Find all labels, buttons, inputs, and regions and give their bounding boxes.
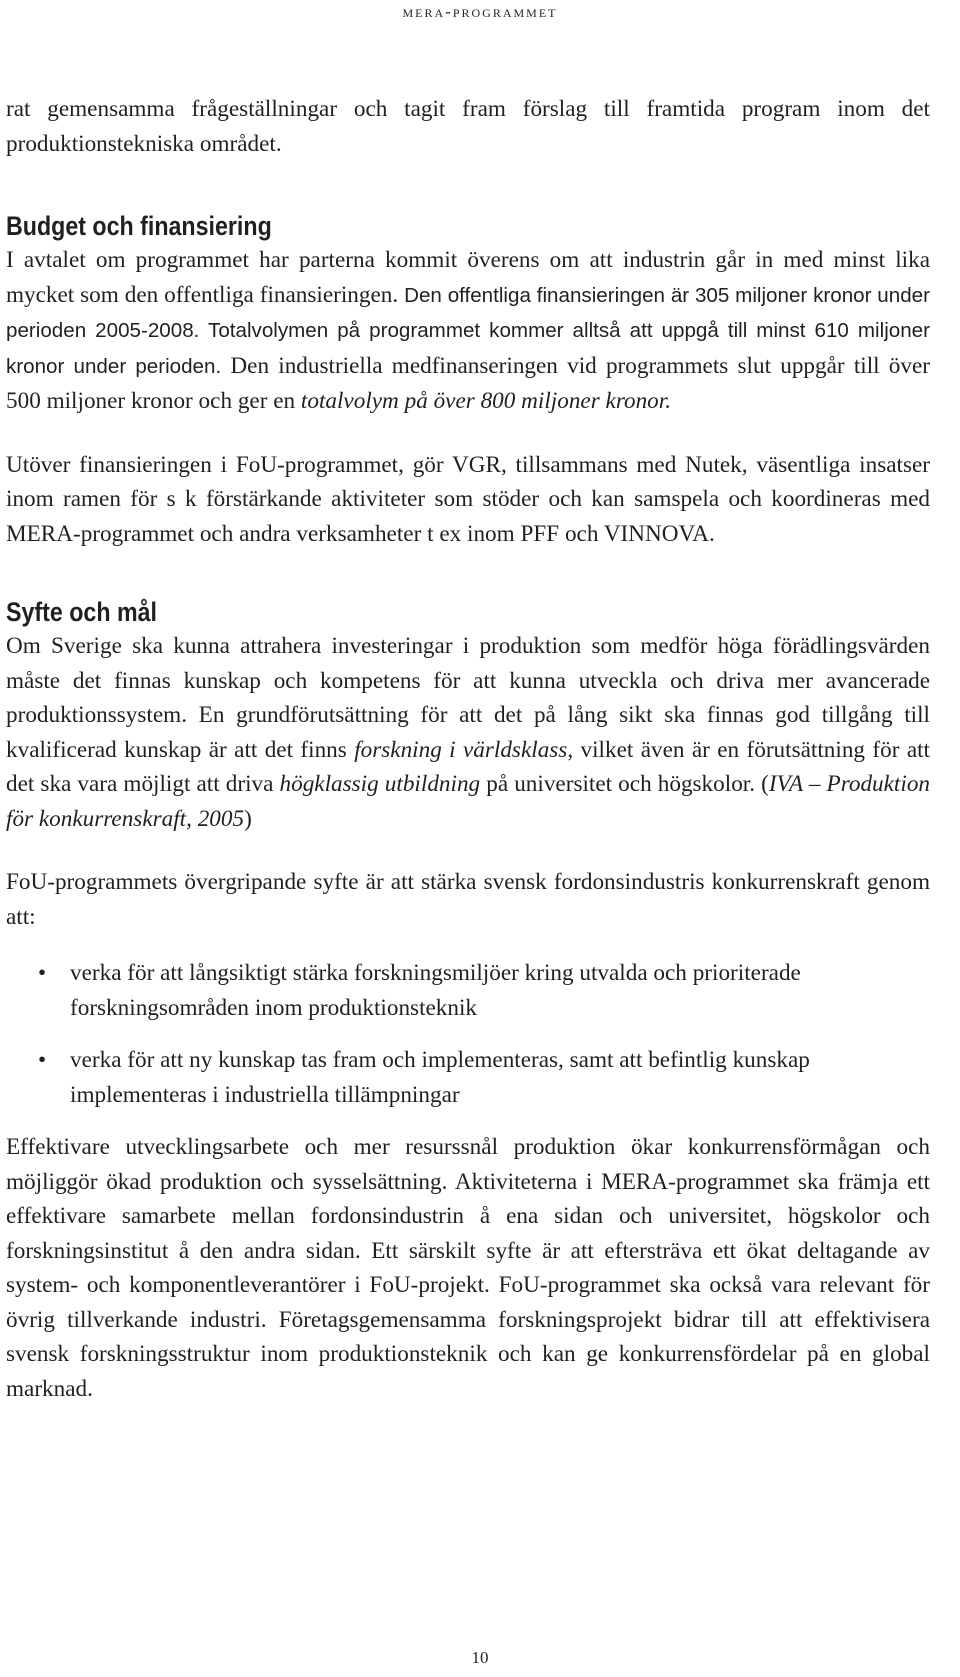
list-item <box>6 1043 930 1112</box>
budget-text-sans: Den offentliga finansieringen är 305 miljoner kronor under perioden 2005-2008. Totalvolymen på programmet kommer alltså att uppgå till minst 610 miljoner kronor under perioden. <box>6 283 930 378</box>
page-number: 10 <box>471 1648 489 1667</box>
syfte-text-a: Om Sverige ska kunna attrahera investeringar i produktion som medför höga förädlingsvärden måste det finnas kunskap och kompetens för att kunna utveckla och driva mer avancerade produktionssystem. En grundförutsättning för att det på lång sikt ska finnas god tillgång till kvalificerad kunskap är att det finns <box>6 633 930 763</box>
syfte-text-d: ) <box>244 805 252 832</box>
section-heading-syfte: Syfte och mål <box>6 597 157 627</box>
list-item-text: verka för att långsiktigt stärka forskningsmiljöer kring utvalda och prioriterade forskningsområden inom produktionsteknik <box>70 960 801 1021</box>
syfte-text-c: på universitet och högskolor. ( <box>480 771 769 797</box>
bullet-icon: • <box>38 960 47 986</box>
bullet-icon: • <box>38 1047 47 1073</box>
budget-text-a: I avtalet om programmet har parterna kommit överens om att industrin går in med minst lika mycket som den offentliga finansieringen. <box>6 247 930 308</box>
list-item <box>6 956 930 1025</box>
budget-paragraph-2: Utöver finansieringen i FoU-programmet, gör VGR, tillsammans med Nutek, väsentliga insatser inom ramen för s k förstärkande aktiviteter som stöder och kan samspela och koordineras med MERA-programmet och andra verksamheter t ex inom PFF och VINNOVA. <box>6 451 930 547</box>
syfte-italic-citation: IVA – Produktion för konkurrenskraft, 2005 <box>6 771 931 832</box>
syfte-italic-forskning: forskning i världsklass <box>354 736 568 763</box>
syfte-paragraph-2: FoU-programmets övergripande syfte är att stärka svensk fordonsindustris konkurrenskraft genom att: <box>6 869 930 930</box>
syfte-paragraph-3: Effektivare utvecklingsarbete och mer resurssnål produktion ökar konkurrensförmågan och möjliggör ökad produktion och sysselsättning. Aktiviteterna i MERA-programmet ska främja ett effektivare samarbete mellan fordonsindustrin å ena sidan och universitet, högskolor och forskningsinstitut å den andra sidan. Ett särskilt syfte är att eftersträva ett ökat deltagande av system- och komponentleverantörer i FoU-projekt. FoU-programmet ska också vara relevant för övrig tillverkande industri. Företagsgemensamma forskningsprojekt bidrar till att effektivisera svensk forskningsstruktur inom produktionsteknik och kan ge konkurrensfördelar på en global marknad. <box>6 1134 930 1402</box>
bullet-list <box>6 956 930 1112</box>
budget-text-italic: totalvolym på över 800 miljoner kronor. <box>300 388 672 414</box>
syfte-paragraph-1 <box>6 629 930 836</box>
budget-paragraph-1 <box>6 243 930 419</box>
page-body <box>6 92 930 1406</box>
syfte-text-b: , vilket även är en förutsättning för att det ska vara möjligt att driva <box>6 736 930 797</box>
section-heading-budget: Budget och finansiering <box>6 211 272 241</box>
intro-paragraph: rat gemensamma frågeställningar och tagit fram förslag till framtida program inom det produktionstekniska området. <box>6 96 930 157</box>
syfte-italic-utbildning: högklassig utbildning <box>279 771 481 797</box>
running-header: mera-programmet <box>402 2 558 21</box>
budget-text-b: Den industriella medfinanseringen vid programmets slut uppgår till över 500 miljoner kronor och ger en <box>6 352 930 414</box>
list-item-text: verka för att ny kunskap tas fram och implementeras, samt att befintlig kunskap implementeras i industriella tillämpningar <box>70 1047 810 1108</box>
